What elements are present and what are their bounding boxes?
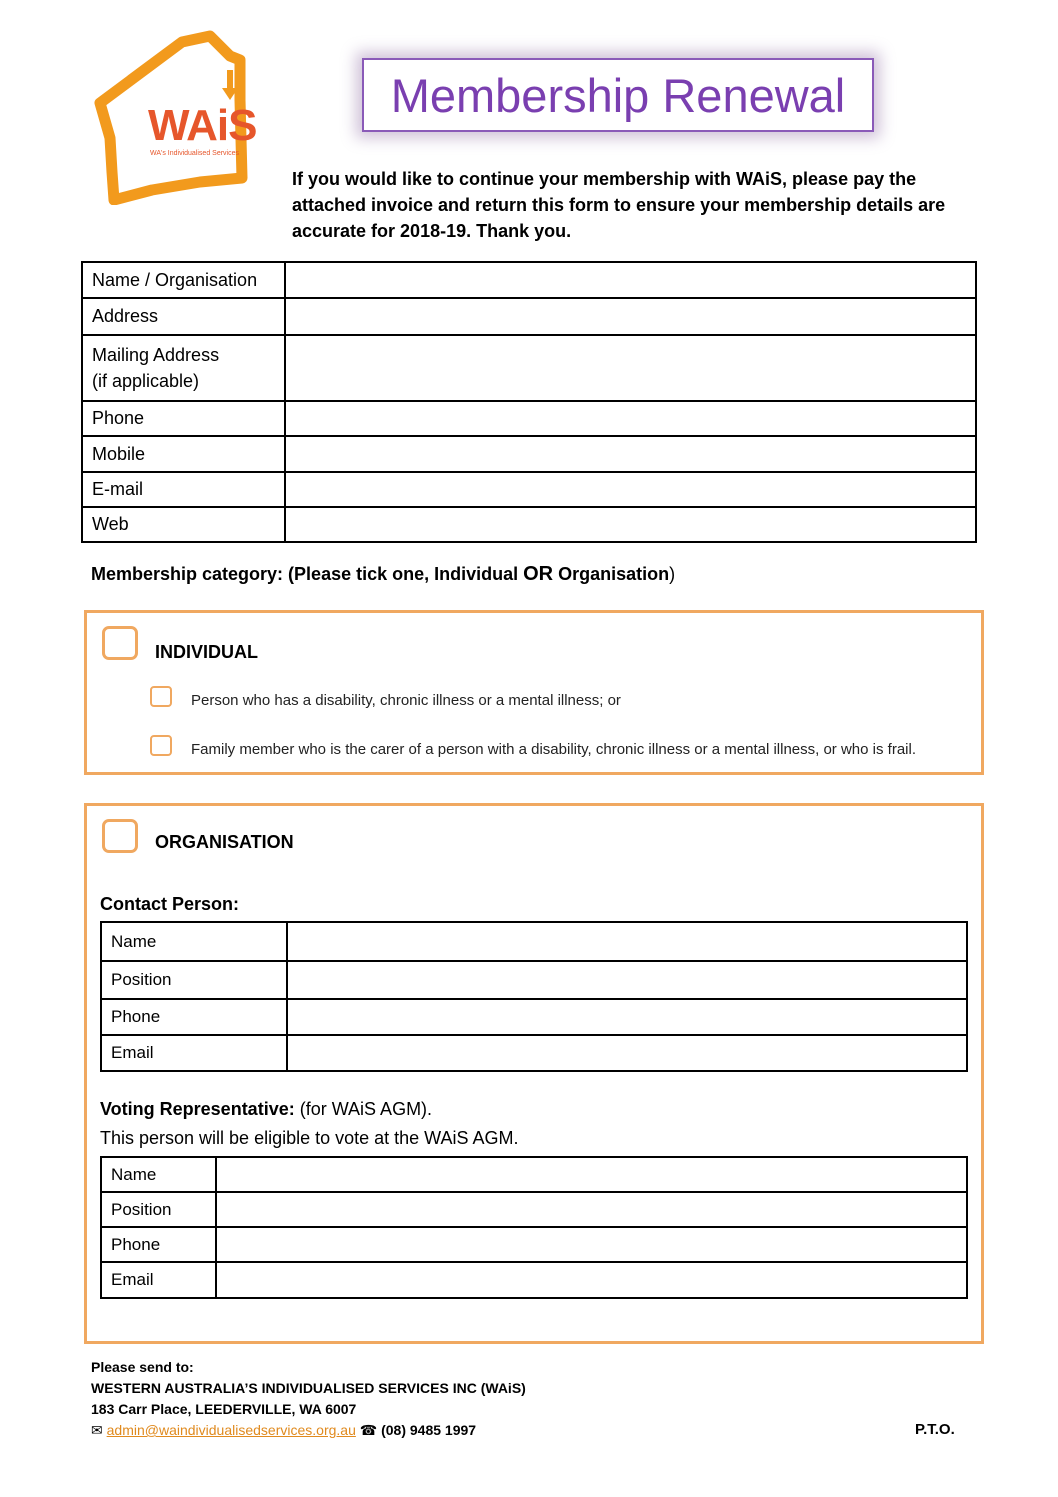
field-label: Phone	[101, 1227, 216, 1262]
voter-position-field[interactable]	[216, 1192, 967, 1227]
contact-email-field[interactable]	[287, 1035, 967, 1071]
web-field[interactable]	[285, 507, 976, 542]
field-label: Phone	[82, 401, 285, 436]
category-suffix: Organisation	[553, 564, 670, 584]
field-label: Address	[82, 298, 285, 335]
option-carer-label: Family member who is the carer of a person with a disability, chronic illness or a mental illness, or who is frail.	[191, 741, 916, 758]
phone-icon: ☎	[359, 1422, 378, 1438]
contact-line	[91, 1420, 526, 1441]
table-row	[82, 335, 976, 401]
voter-name-field[interactable]	[216, 1157, 967, 1192]
contact-phone-field[interactable]	[287, 999, 967, 1035]
option-disability-label: Person who has a disability, chronic illness or a mental illness; or	[191, 692, 621, 709]
field-label: Name	[101, 922, 287, 961]
field-label: Email	[101, 1262, 216, 1298]
individual-heading: INDIVIDUAL	[155, 642, 258, 662]
voter-email-field[interactable]	[216, 1262, 967, 1298]
field-label: Email	[101, 1035, 287, 1071]
table-row	[82, 262, 976, 298]
table-row	[101, 922, 967, 961]
footer	[91, 1357, 526, 1441]
table-row	[82, 298, 976, 335]
field-label: Web	[82, 507, 285, 542]
table-row	[101, 1035, 967, 1071]
contact-person-table	[100, 921, 968, 1072]
field-label: Position	[101, 961, 287, 999]
organisation-name: WESTERN AUSTRALIA’S INDIVIDUALISED SERVICES INC (WAiS)	[91, 1380, 526, 1396]
table-row	[82, 472, 976, 507]
table-row	[101, 1262, 967, 1298]
option-disability-checkbox[interactable]	[150, 686, 172, 707]
pto-label: P.T.O.	[915, 1421, 955, 1438]
page-title: Membership Renewal	[390, 68, 846, 122]
table-row	[101, 1192, 967, 1227]
mailing-address-field[interactable]	[285, 335, 976, 401]
table-row	[101, 1157, 967, 1192]
intro-text: If you would like to continue your membership with WAiS, please pay the attached invoice and return this form to ensure your membership details are accurate for 2018-19. Thank you.	[292, 169, 946, 241]
table-row	[82, 401, 976, 436]
email-field[interactable]	[285, 472, 976, 507]
field-label: Name	[101, 1157, 216, 1192]
individual-checkbox[interactable]	[102, 626, 138, 660]
category-close: )	[669, 564, 676, 584]
category-prefix: Membership category: (Please tick one, Individual	[91, 564, 524, 584]
voting-representative-heading	[100, 1099, 432, 1120]
field-label	[82, 335, 285, 401]
title-box	[362, 58, 874, 132]
table-row	[101, 961, 967, 999]
contact-position-field[interactable]	[287, 961, 967, 999]
email-link[interactable]: admin@waindividualisedservices.org.au	[106, 1422, 356, 1438]
table-row	[101, 1227, 967, 1262]
field-label: Name / Organisation	[82, 262, 285, 298]
organisation-heading: ORGANISATION	[155, 832, 294, 852]
category-or: OR	[523, 563, 554, 585]
phone-number: (08) 9485 1997	[381, 1422, 477, 1438]
field-label: Mobile	[82, 436, 285, 472]
field-label: E-mail	[82, 472, 285, 507]
voting-representative-table	[100, 1156, 968, 1299]
table-row	[82, 436, 976, 472]
logo-subtitle: WA's Individualised Services	[150, 150, 240, 157]
table-row	[82, 507, 976, 542]
member-details-table	[81, 261, 977, 543]
field-label-line2: (if applicable)	[92, 371, 200, 391]
field-label: Phone	[101, 999, 287, 1035]
name-organisation-field[interactable]	[285, 262, 976, 298]
mobile-field[interactable]	[285, 436, 976, 472]
envelope-icon: ✉	[91, 1422, 103, 1438]
field-label-line1: Mailing Address	[92, 345, 220, 365]
membership-category-heading	[91, 563, 675, 586]
postal-address: 183 Carr Place, LEEDERVILLE, WA 6007	[91, 1401, 357, 1417]
table-row	[101, 999, 967, 1035]
organisation-checkbox[interactable]	[102, 819, 138, 853]
contact-name-field[interactable]	[287, 922, 967, 961]
logo-wordmark: WAiS	[148, 101, 257, 150]
voting-heading-rest: (for WAiS AGM).	[294, 1099, 433, 1119]
voter-phone-field[interactable]	[216, 1227, 967, 1262]
field-label: Position	[101, 1192, 216, 1227]
address-field[interactable]	[285, 298, 976, 335]
voting-note: This person will be eligible to vote at the WAiS AGM.	[100, 1128, 519, 1148]
phone-field[interactable]	[285, 401, 976, 436]
contact-person-heading: Contact Person:	[100, 894, 240, 914]
voting-heading-bold: Voting Representative:	[100, 1099, 295, 1119]
option-carer-checkbox[interactable]	[150, 735, 172, 756]
send-to-label: Please send to:	[91, 1359, 194, 1375]
